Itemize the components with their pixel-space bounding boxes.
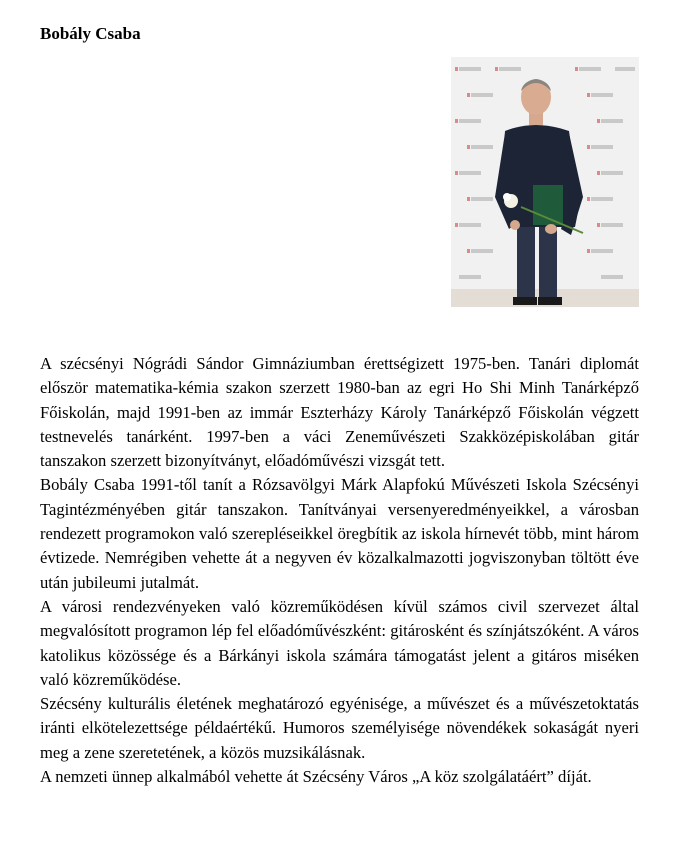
paragraph-education: A szécsényi Nógrádi Sándor Gimnáziumban érettségizett 1975-ben. Tanári diplomát először matematika-kémia szakon szerzett 1980-ban az egri Ho Shi Minh Tanárképző Főiskolán, majd 1991-ben az immár Eszterházy Károly Tanárképző Főiskolán végzett testnevelés tanárként. 1997-ben a váci Zeneművészeti Szakközépiskolában gitár tanszakon szerzett bizonyítványt, előadóművészi vizsgát tett. bbox=[40, 354, 639, 471]
document-title: Bobály Csaba bbox=[40, 24, 141, 43]
body-text bbox=[40, 352, 639, 789]
paragraph-award: A nemzeti ünnep alkalmából vehette át Szécsény Város „A köz szolgálatáért” díját. bbox=[40, 767, 592, 787]
paragraph-teaching: Bobály Csaba 1991-től tanít a Rózsavölgyi Márk Alapfokú Művészeti Iskola Szécsényi Tagintézményében gitár tanszakon. Tanítványai versenyeredményeikkel, a városban rendezett programokon való szerepléseikkel öregbítik az iskola hírnevét több, mint három évtizede. Nemrégiben vehette át a negyven év közalkalmazotti jogviszonyban töltött éve után jubileumi jutalmát. bbox=[40, 475, 639, 592]
portrait-photo-icon bbox=[451, 57, 639, 307]
paragraph-personality: Szécsény kulturális életének meghatározó egyénisége, a művészet és a művészetoktatás iránti elkötelezettsége példaértékű. Humoros személyisége növendékek sokaságát nyeri meg a zene szeretetének, a közös muzsikálásnak. bbox=[40, 694, 639, 762]
portrait-photo bbox=[451, 57, 639, 307]
paragraph-performances: A városi rendezvényeken való közreműködésen kívül számos civil szervezet által megvalósított programon lép fel előadóművészként: gitárosként és színjátszóként. A város katolikus közössége és a Bárkányi iskola számára támogatást jelent a gitáros miséken való közreműködése. bbox=[40, 596, 639, 689]
